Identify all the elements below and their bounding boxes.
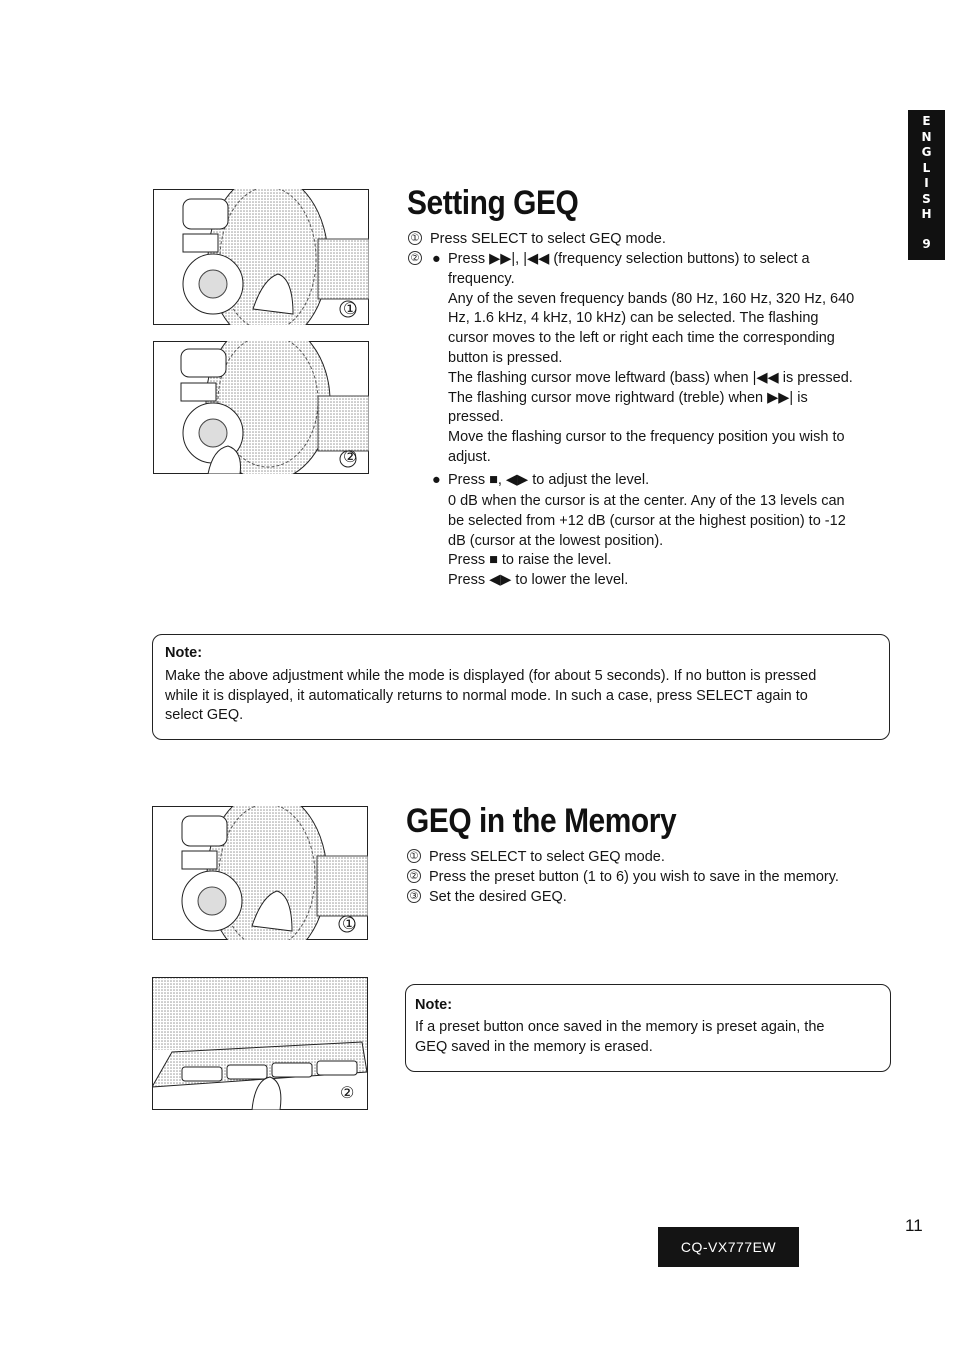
text-line: 0 dB when the cursor is at the center. Any of the 13 levels can [448,493,845,509]
illustration-preset-buttons-step2 [152,977,368,1110]
step-number: ③ [407,889,421,903]
text-line: cursor moves to the left or right each time the corresponding [448,330,835,347]
note-line: Make the above adjustment while the mode is displayed (for about 5 seconds). If no button is pressed [165,668,817,684]
step-text: Press the preset button (1 to 6) you wish to save in the memory. [429,869,839,885]
text-line: Move the flashing cursor to the frequency position you wish to [448,429,845,446]
step-text: Press SELECT to select GEQ mode. [429,849,665,865]
text-line: Hz, 1.6 kHz, 4 kHz, 10 kHz) can be selected. The flashing [448,310,819,327]
figure-label-2: ② [343,449,358,466]
note-title: Note: [165,645,203,661]
geq-memory-title: GEQ in the Memory [406,802,677,840]
note-line: select GEQ. [165,707,244,723]
section-number: 9 [922,236,931,251]
text-line: dB (cursor at the lowest position). [448,532,664,549]
step-number: ① [407,849,421,863]
language-tab-letters [908,114,945,223]
text-line: Press ◀▶ to lower the level. [448,572,629,589]
lang-letter: I [924,176,929,190]
setting-geq-title: Setting GEQ [407,184,579,222]
text-line: Press ■ to raise the level. [448,552,612,569]
lang-letter: E [922,114,931,128]
language-tab [908,110,945,260]
text-line: pressed. [448,409,504,426]
note-line: while it is displayed, it automatically returns to normal mode. In such a case, press SELECT again to [165,687,808,704]
page-number: 11 [905,1216,923,1235]
step-text: Press SELECT to select GEQ mode. [430,231,666,247]
note-line: If a preset button once saved in the memory is preset again, the [415,1019,825,1035]
step-number: ① [408,231,422,245]
lang-letter: S [922,191,931,206]
text-line: Any of the seven frequency bands (80 Hz, 160 Hz, 320 Hz, 640 [448,290,855,307]
illustration-control-panel-step1 [153,189,369,325]
figure-label-2: ② [340,1085,355,1102]
illustration-control-panel-step2 [153,341,369,474]
note-box-memory [405,984,891,1072]
figure-label-1: ① [342,916,357,933]
note-line: GEQ saved in the memory is erased. [415,1038,653,1055]
text-line: Press ▶▶|, |◀◀ (frequency selection buttons) to select a [448,251,810,267]
geq-memory-steps [407,848,897,910]
lang-letter: L [922,160,931,175]
text-line: The flashing cursor move leftward (bass) when |◀◀ is pressed. [448,369,853,386]
model-badge: CQ-VX777EW [658,1227,799,1267]
text-line: be selected from +12 dB (cursor at the highest position) to -12 [448,512,846,529]
text-line: adjust. [448,449,491,465]
text-line: The flashing cursor move rightward (treble) when ▶▶| is [448,389,808,406]
text-line: button is pressed. [448,350,563,366]
note-box-adjustment [152,634,890,740]
figure-label-1: ① [343,301,358,318]
step-number: ② [408,251,422,265]
step-1 [408,230,898,250]
lang-letter: N [921,129,932,144]
bullet-icon: ● [432,472,441,488]
bullet-icon: ● [432,251,441,267]
step-number: ② [407,869,421,883]
text-line: frequency. [448,270,515,287]
lang-letter: G [921,145,932,159]
lang-letter: H [921,207,932,221]
setting-geq-steps [408,230,898,595]
text-line: Press ■, ◀▶ to adjust the level. [448,472,650,488]
illustration-control-panel-memory-step1 [152,806,368,940]
note-title: Note: [415,997,453,1013]
step-text: Set the desired GEQ. [429,889,567,905]
